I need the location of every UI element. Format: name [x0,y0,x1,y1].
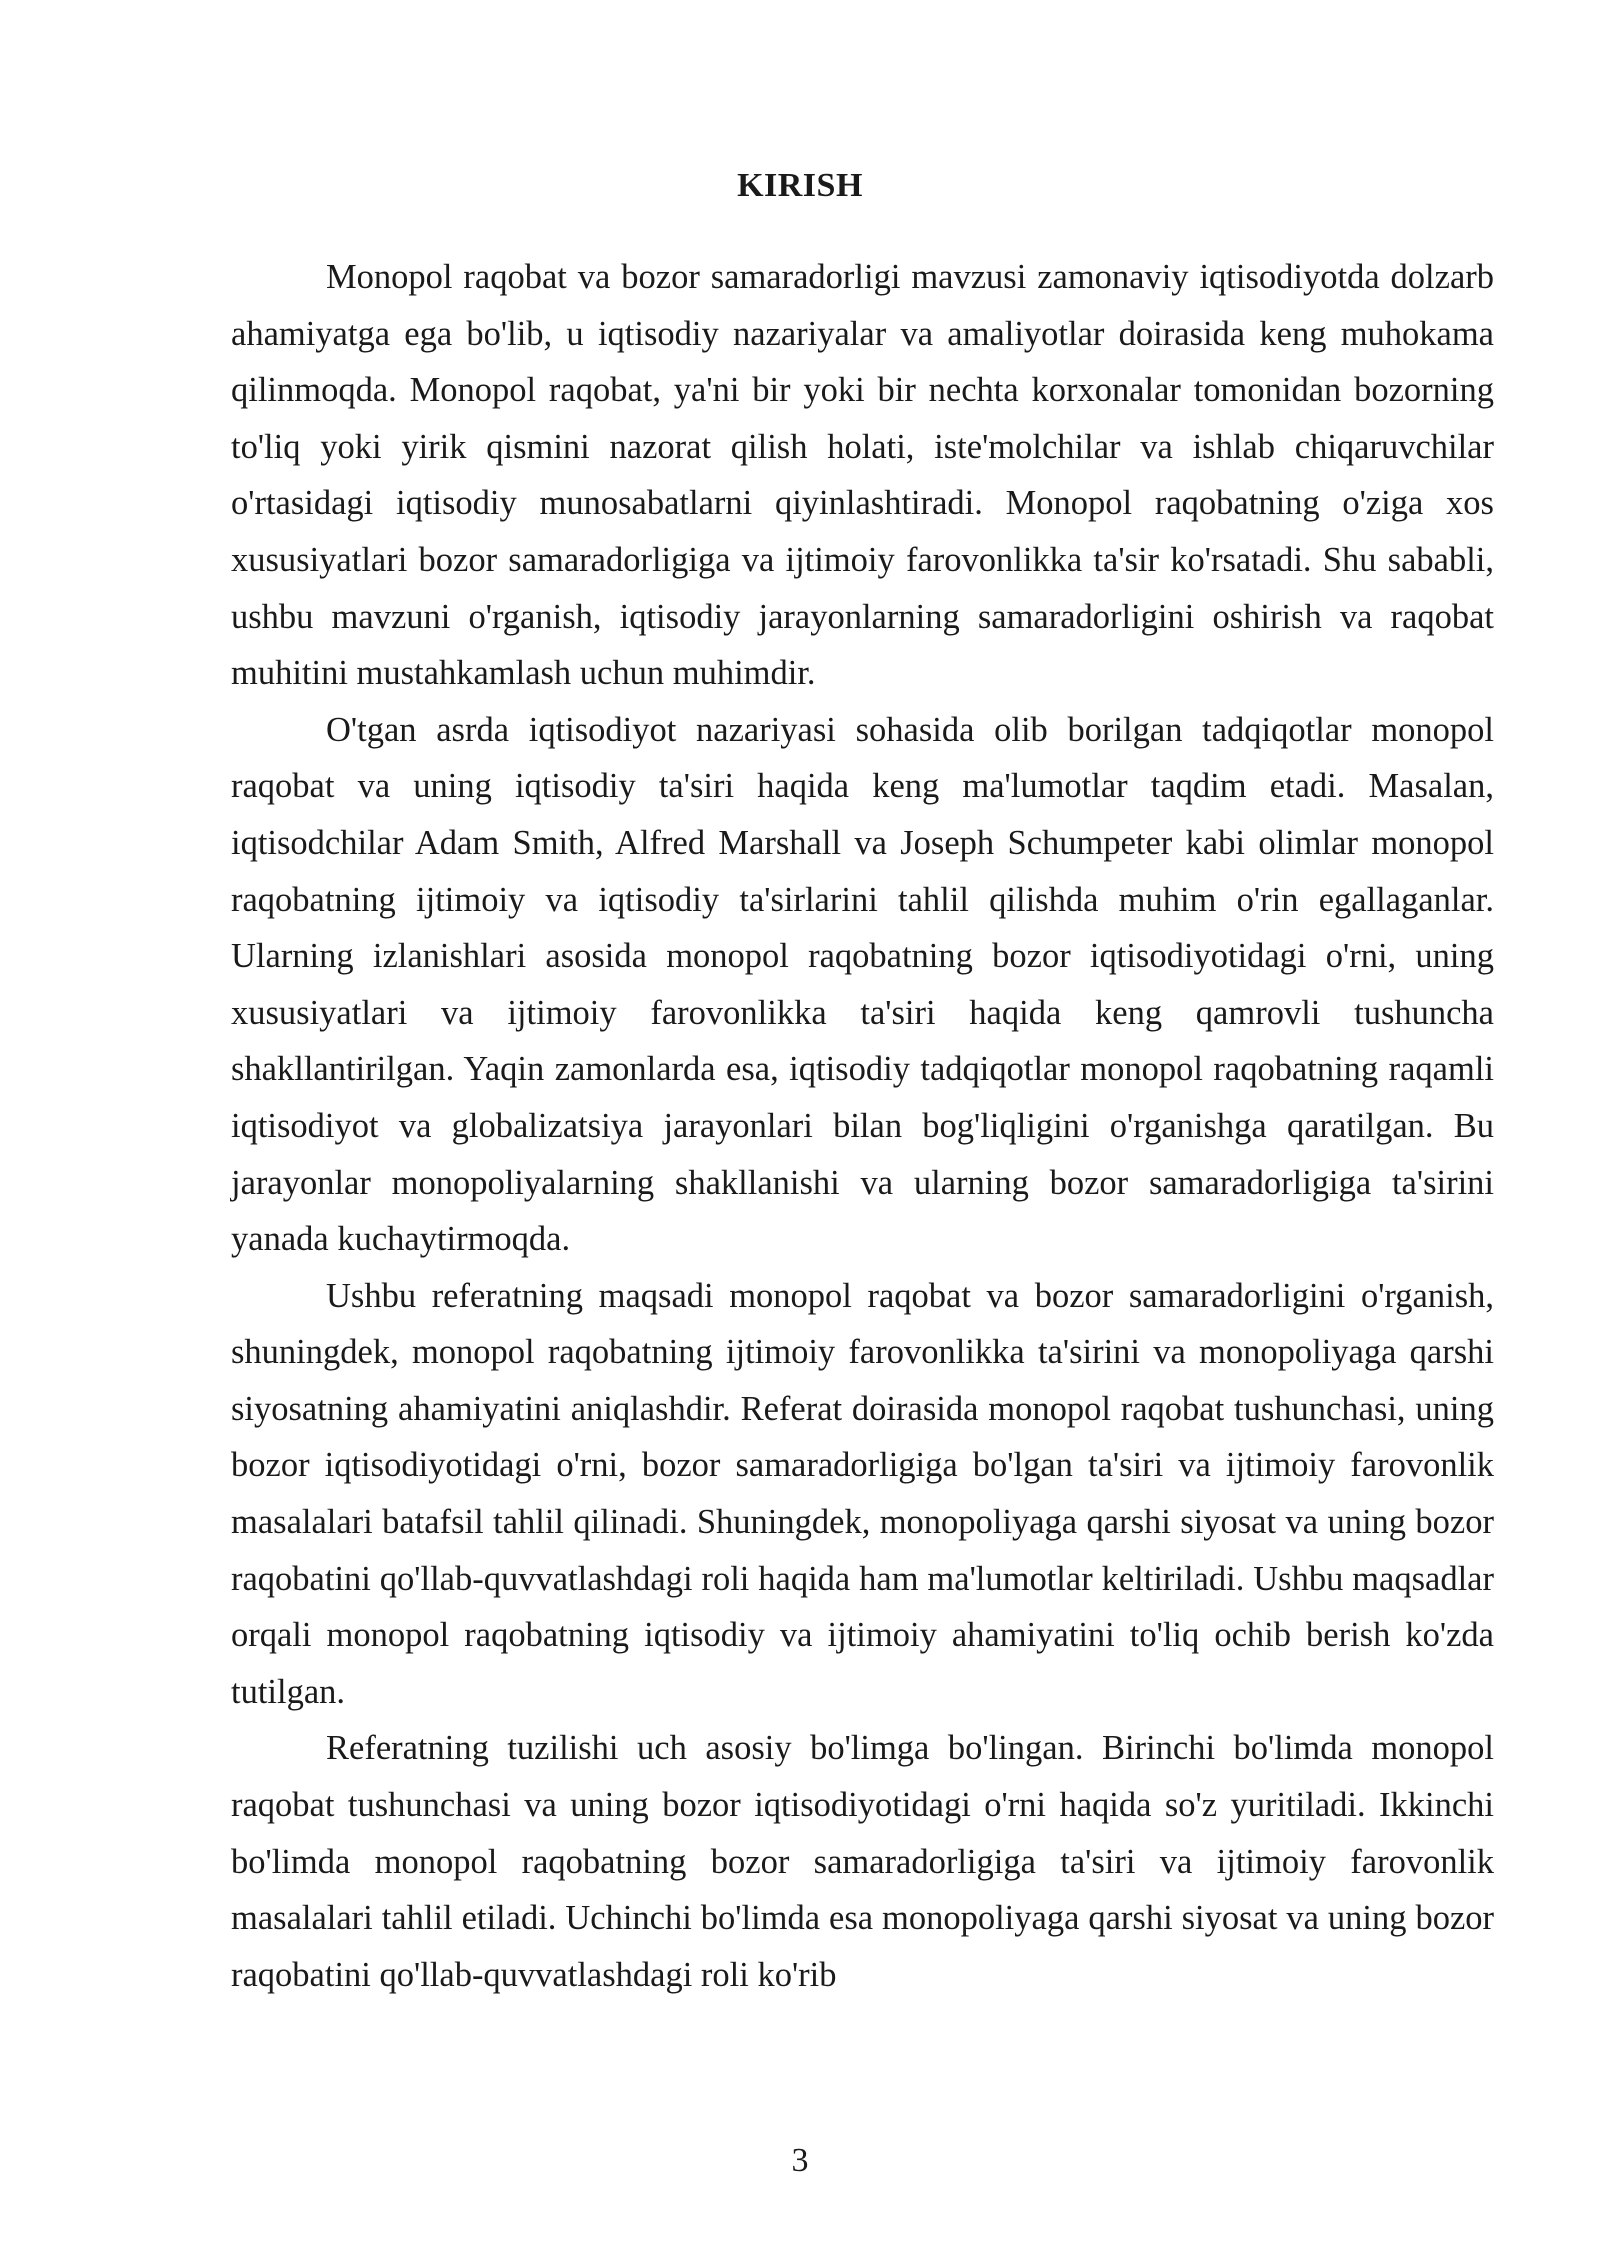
page-title: KIRISH [737,167,863,204]
paragraph-4: Referatning tuzilishi uch asosiy bo'limga bo'lingan. Birinchi bo'limda monopol raqobat tushunchasi va uning bozor iqtisodiyotidagi o'rni haqida so'z yuritiladi. Ikkinchi bo'limda monopol raqobatning bozor samaradorligiga ta'siri va ijtimoiy farovonlik masalalari tahlil etiladi. Uchinchi bo'limda esa monopoliyaga qarshi siyosat va uning bozor raqobatini qo'llab-quvvatlashdagi roli ko'rib [231,1729,1494,1994]
page-number: 3 [791,2142,809,2179]
paragraph-3: Ushbu referatning maqsadi monopol raqobat va bozor samaradorligini o'rganish, shuningdek, monopol raqobatning ijtimoiy farovonlikka ta'sirini va monopoliyaga qarshi siyosatning ahamiyatini aniqlashdir. Referat doirasida monopol raqobat tushunchasi, uning bozor iqtisodiyotidagi o'rni, bozor samaradorligiga bo'lgan ta'siri va ijtimoiy farovonlik masalalari batafsil tahlil qilinadi. Shuningdek, monopoliyaga qarshi siyosat va uning bozor raqobatini qo'llab-quvvatlashdagi roli haqida ham ma'lumotlar keltiriladi. Ushbu maqsadlar orqali monopol raqobatning iqtisodiy va ijtimoiy ahamiyatini to'liq ochib berish ko'zda tutilgan. [231,1276,1494,1711]
paragraph-2: O'tgan asrda iqtisodiyot nazariyasi sohasida olib borilgan tadqiqotlar monopol raqobat va uning iqtisodiy ta'siri haqida keng ma'lumotlar taqdim etadi. Masalan, iqtisodchilar Adam Smith, Alfred Marshall va Joseph Schumpeter kabi olimlar monopol raqobatning ijtimoiy va iqtisodiy ta'sirlarini tahlil qilishda muhim o'rin egallaganlar. Ularning izlanishlari asosida monopol raqobatning bozor iqtisodiyotidagi o'rni, uning xususiyatlari va ijtimoiy farovonlikka ta'siri haqida keng qamrovli tushuncha shakllantirilgan. Yaqin zamonlarda esa, iqtisodiy tadqiqotlar monopol raqobatning raqamli iqtisodiyot va globalizatsiya jarayonlari bilan bog'liqligini o'rganishga qaratilgan. Bu jarayonlar monopoliyalarning shakllanishi va ularning bozor samaradorligiga ta'sirini yanada kuchaytirmoqda. [231,710,1494,1259]
paragraph-1: Monopol raqobat va bozor samaradorligi mavzusi zamonaviy iqtisodiyotda dolzarb ahamiyatga ega bo'lib, u iqtisodiy nazariyalar va amaliyotlar doirasida keng muhokama qilinmoqda. Monopol raqobat, ya'ni bir yoki bir nechta korxonalar tomonidan bozorning to'liq yoki yirik qismini nazorat qilish holati, iste'molchilar va ishlab chiqaruvchilar o'rtasidagi iqtisodiy munosabatlarni qiyinlashtiradi. Monopol raqobatning o'ziga xos xususiyatlari bozor samaradorligiga va ijtimoiy farovonlikka ta'sir ko'rsatadi. Shu sababli, ushbu mavzuni o'rganish, iqtisodiy jarayonlarning samaradorligini oshirish va raqobat muhitini mustahkamlash uchun muhimdir. [231,258,1494,693]
body-text [231,249,1494,2003]
